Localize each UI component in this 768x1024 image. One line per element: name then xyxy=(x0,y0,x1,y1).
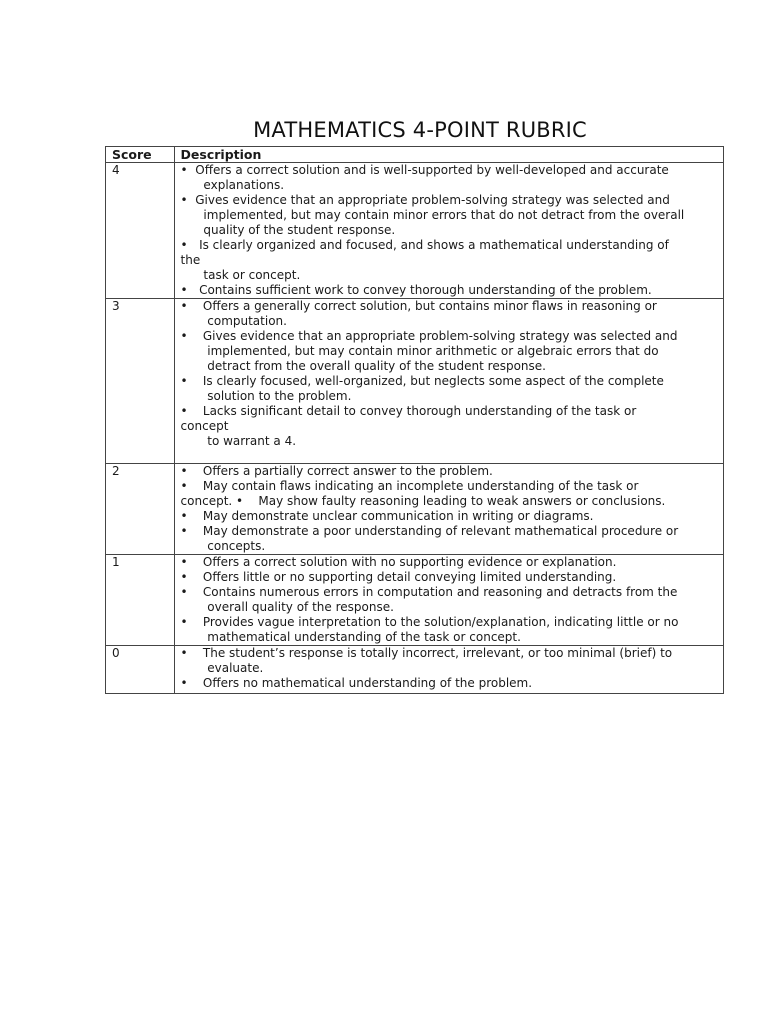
score-cell: 1 xyxy=(106,555,175,646)
description-line: task or concept. xyxy=(180,268,301,282)
description-line: implemented, but may contain minor errors that do not detract from the overall xyxy=(180,208,685,222)
description-line: • Is clearly organized and focused, and shows a mathematical understanding of xyxy=(180,238,669,252)
description-line: • Is clearly focused, well-organized, but neglects some aspect of the complete xyxy=(180,374,664,388)
rubric-table xyxy=(105,146,724,694)
header-row xyxy=(106,147,724,163)
description-cell xyxy=(174,299,723,464)
score-header: Score xyxy=(106,147,175,163)
score-cell: 4 xyxy=(106,163,175,299)
description-line: concept. • May show faulty reasoning leading to weak answers or conclusions. xyxy=(180,494,666,508)
description-line: • Offers little or no supporting detail conveying limited understanding. xyxy=(180,570,617,584)
description-cell xyxy=(174,163,723,299)
description-line: quality of the student response. xyxy=(180,223,396,237)
description-line: mathematical understanding of the task or concept. xyxy=(180,630,521,644)
description-line: • Offers no mathematical understanding of the problem. xyxy=(180,676,533,690)
description-line: • Provides vague interpretation to the solution/explanation, indicating little or no xyxy=(180,615,679,629)
description-cell xyxy=(174,646,723,694)
description-line: • May demonstrate a poor understanding of relevant mathematical procedure or xyxy=(180,524,679,538)
description-line: • Offers a correct solution and is well-supported by well-developed and accurate xyxy=(180,163,669,177)
description-line: • Offers a correct solution with no supporting evidence or explanation. xyxy=(180,555,617,569)
description-line: evaluate. xyxy=(180,661,264,675)
description-line: • Offers a partially correct answer to the problem. xyxy=(180,464,493,478)
description-line: • Gives evidence that an appropriate problem-solving strategy was selected and xyxy=(180,329,678,343)
description-line: • Contains sufficient work to convey thorough understanding of the problem. xyxy=(180,283,652,297)
description-line: detract from the overall quality of the student response. xyxy=(180,359,546,373)
description-line: • Lacks significant detail to convey thorough understanding of the task or xyxy=(180,404,637,418)
table-row xyxy=(106,299,724,464)
table-row xyxy=(106,163,724,299)
description-line: explanations. xyxy=(180,178,285,192)
description-line: solution to the problem. xyxy=(180,389,352,403)
description-line: to warrant a 4. xyxy=(180,434,297,448)
description-cell xyxy=(174,555,723,646)
score-cell: 2 xyxy=(106,464,175,555)
page-title: MATHEMATICS 4-POINT RUBRIC xyxy=(253,118,587,142)
description-line: overall quality of the response. xyxy=(180,600,394,614)
description-cell xyxy=(174,464,723,555)
score-cell: 3 xyxy=(106,299,175,464)
description-line: • Offers a generally correct solution, but contains minor flaws in reasoning or xyxy=(180,299,657,313)
description-line: concept xyxy=(180,419,229,433)
description-line: • Contains numerous errors in computation and reasoning and detracts from the xyxy=(180,585,678,599)
table-row xyxy=(106,464,724,555)
table-row xyxy=(106,555,724,646)
table-row xyxy=(106,646,724,694)
description-line: computation. xyxy=(180,314,287,328)
description-line: • May contain flaws indicating an incomplete understanding of the task or xyxy=(180,479,639,493)
description-line: concepts. xyxy=(180,539,266,553)
score-cell: 0 xyxy=(106,646,175,694)
description-line: implemented, but may contain minor arithmetic or algebraic errors that do xyxy=(180,344,659,358)
description-line: • Gives evidence that an appropriate problem-solving strategy was selected and xyxy=(180,193,670,207)
description-line: the xyxy=(180,253,201,267)
description-header: Description xyxy=(174,147,723,163)
description-line: • May demonstrate unclear communication in writing or diagrams. xyxy=(180,509,594,523)
description-line: • The student’s response is totally incorrect, irrelevant, or too minimal (brief) to xyxy=(180,646,673,660)
